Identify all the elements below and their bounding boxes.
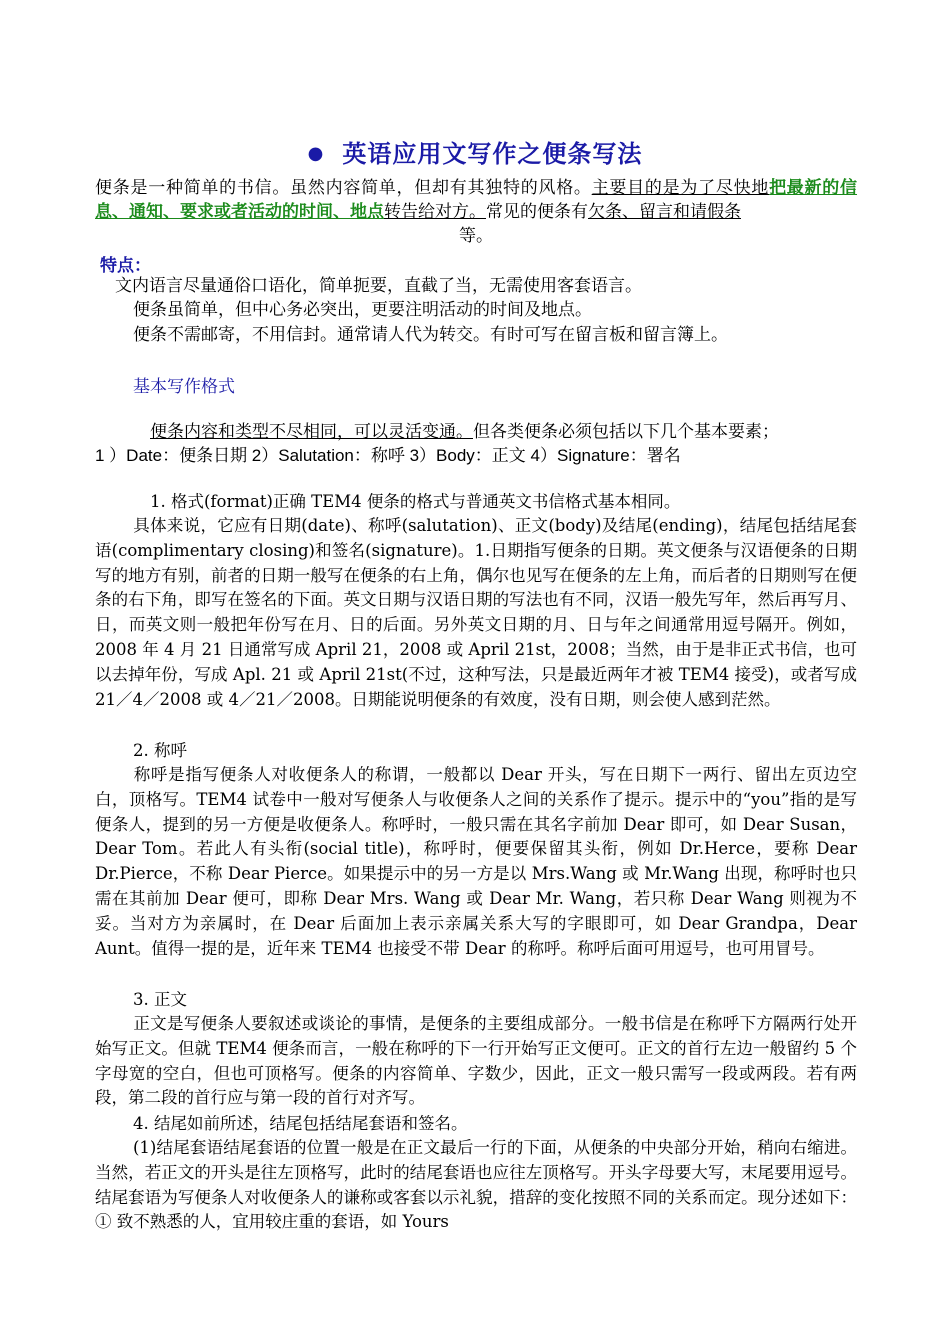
title-text: 英语应用文写作之便条写法 xyxy=(342,139,643,168)
section-3-paragraph xyxy=(95,1012,857,1111)
format-heading: 基本写作格式 xyxy=(133,377,235,397)
intro-text-1: 便条是一种简单的书信。虽然内容简单，但却有其独特的风格。 xyxy=(95,178,592,198)
feature-item-3: 便条不需邮寄，不用信封。通常请人代为转交。有时可写在留言板和留言簿上。 xyxy=(133,325,728,345)
intro-highlight: 把最新的信息、通知、要求或者活动的时间、地点 xyxy=(95,178,858,222)
section-4-text: (1)结尾套语结尾套语的位置一般是在正文最后一行的下面，从便条的中央部分开始，稍向右缩进。当然，若正文的开头是往左顶格写，此时的结尾套语也应往左顶格写。开头字母要大写，末尾要用逗号。结尾套语为写便条人对收便条人的谦称或客套以示礼貌，措辞的变化按照不同的关系而定。现分述如下：① 致不熟悉的人，宜用较庄重的套语，如 Yours xyxy=(95,1138,857,1232)
feature-item-1: 文内语言尽量通俗口语化，简单扼要，直截了当，无需使用客套语言。 xyxy=(115,276,642,296)
format-intro-rest: 但各类便条必须包括以下几个基本要素； xyxy=(473,422,779,442)
section-1-text: 具体来说，它应有日期(date)、称呼(salutation)、正文(body)及结尾(ending)，结尾包括结尾套语(complimentary closing)和签名(signature)。1.日期指写便条的日期。英文便条与汉语便条的日期写的地方有别，前者的日期一般写在便条的右上角，偶尔也见写在便条的左上角，而后者的日期则写在便条的右下角，即写在签名的下面。英文日期与汉语日期的写法也有不同，汉语一般先写年，然后再写月、日，而英文则一般把年份写在月、日的后面。另外英文日期的月、日与年之间通常用逗号隔开。例如，2008 年 4 月 21 日通常写成 April 21，2008 或 April 21st，2008；当然，由于是非正式书信，也可以去掉年份，写成 Apl. 21 或 April 21st(不过，这种写法，只是最近两年才被 TEM4 接受)，或者写成 21／4／2008 或 4／21／2008。日期能说明便条的有效度，没有日期，则会使人感到茫然。 xyxy=(95,516,857,709)
features-heading: 特点： xyxy=(100,256,151,276)
section-4-paragraph xyxy=(95,1136,857,1235)
format-intro-underlined: 便条内容和类型不尽相同，可以灵活变通。 xyxy=(150,422,473,442)
intro-text-7: 等。 xyxy=(459,226,493,246)
bullet-icon: ● xyxy=(307,143,325,164)
section-3-heading: 3. 正文 xyxy=(133,990,187,1009)
section-4-heading: 4. 结尾如前所述，结尾包括结尾套语和签名。 xyxy=(133,1114,468,1133)
intro-text-5: 常见的便条有 xyxy=(486,202,588,222)
intro-text-2: 主要目的是为了尽快地 xyxy=(591,178,770,198)
section-2-heading: 2. 称呼 xyxy=(133,741,187,760)
section-1-paragraph xyxy=(95,514,857,712)
elements-list: 1 ）Date：便条日期 2）Salutation：称呼 3）Body：正文 4）Signature：署名 xyxy=(95,446,681,465)
section-3-text: 正文是写便条人要叙述或谈论的事情，是便条的主要组成部分。一般书信是在称呼下方隔两行处开始写正文。但就 TEM4 便条而言，一般在称呼的下一行开始写正文便可。正文的首行左边一般留约 5 个字母宽的空白，但也可顶格写。便条的内容简单、字数少，因此，正文一般只需写一段或两段。若有两段，第二段的首行应与第一段的首行对齐写。 xyxy=(95,1014,857,1108)
section-1-heading: 1. 格式(format)正确 TEM4 便条的格式与普通英文书信格式基本相同。 xyxy=(150,492,681,511)
section-2-paragraph xyxy=(95,763,857,961)
intro-text-6: 欠条、留言和请假条 xyxy=(588,202,741,222)
feature-item-2: 便条虽简单，但中心务必突出，更要注明活动的时间及地点。 xyxy=(133,300,592,320)
format-intro-line xyxy=(150,420,779,444)
section-2-text: 称呼是指写便条人对收便条人的称谓，一般都以 Dear 开头，写在日期下一两行、留出左页边空白，顶格写。TEM4 试卷中一般对写便条人与收便条人之间的关系作了提示。提示中的“you”指的是写便条人，提到的另一方便是收便条人。称呼时，一般只需在其名字前加 Dear 即可，如 Dear Susan，Dear Tom。若此人有头衔(social title)，称呼时，便要保留其头衔，例如 Dr.Herce，要称 Dear Dr.Pierce，不称 Dear Pierce。如果提示中的另一方是以 Mrs.Wang 或 Mr.Wang 出现，称呼时也只需在其前加 Dear 便可，即称 Dear Mrs. Wang 或 Dear Mr. Wang，若只称 Dear Wang 则视为不妥。当对方为亲属时，在 Dear 后面加上表示亲属关系大写的字眼即可，如 Dear Grandpa，Dear Aunt。值得一提的是，近年来 TEM4 也接受不带 Dear 的称呼。称呼后面可用逗号，也可用冒号。 xyxy=(95,765,857,958)
page-title xyxy=(0,134,950,169)
intro-paragraph xyxy=(95,176,857,248)
intro-text-4: 转告给对方。 xyxy=(384,202,486,222)
